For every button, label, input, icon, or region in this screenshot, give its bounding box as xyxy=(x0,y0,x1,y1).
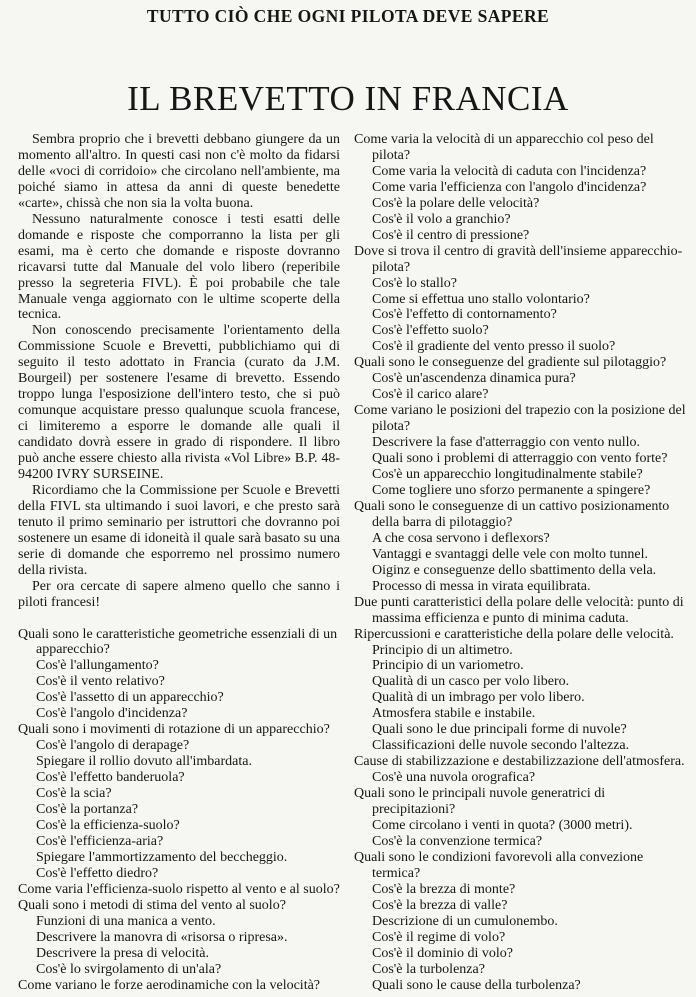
question-item: Cos'è il dominio di volo? xyxy=(372,945,513,961)
question-item: Principio di un variometro. xyxy=(372,658,524,674)
intro-paragraph: Per ora cercate di sapere almeno quello che sanno i piloti francesi! xyxy=(18,578,340,610)
question-item: Come circolano i venti in quota? (3000 metri). xyxy=(372,817,633,833)
question-item: Cos'è un apparecchio longitudinalmente stabile? xyxy=(372,467,643,483)
question-item: Cos'è il vento relativo? xyxy=(36,674,165,690)
paragraph-gap xyxy=(18,611,340,627)
question-item: Due punti caratteristici della polare delle velocità: punto di massima efficienza e punto di minima caduta. xyxy=(354,594,684,626)
question-item: Cos'è l'effetto di contornamento? xyxy=(372,307,557,323)
question-item: A che cosa servono i deflexors? xyxy=(372,530,550,546)
question-item: Cos'è la polare delle velocità? xyxy=(372,195,540,211)
intro-paragraph: Ricordiamo che la Commissione per Scuole e Brevetti della FIVL sta ultimando i suoi lavori, e che presto sarà tenuto il primo seminario per istruttori che dovranno poi sostenere un esame di idoneità il quale sarà basato su una serie di domande che esporremo nel prossimo numero della rivista. xyxy=(18,482,340,578)
question-item: Cos'è la turbolenza? xyxy=(372,961,485,977)
kicker-title: TUTTO CIÒ CHE OGNI PILOTA DEVE SAPERE xyxy=(146,6,550,26)
intro-paragraph: Non conoscendo precisamente l'orientamento della Commissione Scuole e Brevetti, pubblichiamo qui di seguito il testo adottato in Francia (curato da J.M. Bourgeil) per sostenere l'esame di brevetto. Essendo troppo lunga l'esposizione dell'intero testo, che si può comunque acquistare presso qualunque scuola francese, ci limiteremo a esporre le domande alle quali il candidato dovrà essere in grado di rispondere. Il libro può anche essere chiesto alla rivista «Vol Libre» B.P. 48-94200 IVRY SURSEINE. xyxy=(18,323,340,483)
question-item: Principio di un altimetro. xyxy=(372,642,513,658)
question-item: Classificazioni delle nuvole secondo l'altezza. xyxy=(372,738,630,754)
question-item: Descrizione di un cumulonembo. xyxy=(372,913,558,929)
question-item: Cos'è l'angolo d'incidenza? xyxy=(36,706,188,722)
question-item: Quali sono le conseguenze del gradiente sul pilotaggio? xyxy=(354,355,667,371)
question-item: Come togliere uno sforzo permanente a spingere? xyxy=(372,482,651,498)
question-item: Cos'è la convenzione termica? xyxy=(372,833,543,849)
question-item: Quali sono le conseguenze di un cattivo posizionamento della barra di pilotaggio? xyxy=(354,498,670,530)
question-item: Cos'è un'ascendenza dinamica pura? xyxy=(372,371,576,387)
question-list-left xyxy=(18,627,340,994)
question-item: Cos'è il centro di pressione? xyxy=(372,227,530,243)
question-item: Cos'è l'effetto suolo? xyxy=(372,323,489,339)
question-item: Quali sono le caratteristiche geometriche essenziali di un apparecchio? xyxy=(18,626,338,658)
question-item: Cos'è l'effetto banderuola? xyxy=(36,770,185,786)
question-item: Come varia l'efficienza-suolo rispetto al vento e al suolo? xyxy=(18,881,340,897)
question-item: Come varia la velocità di caduta con l'incidenza? xyxy=(372,163,647,179)
question-item: Come si effettua uno stallo volontario? xyxy=(372,291,590,307)
question-item: Quali sono le condizioni favorevoli alla convezione termica? xyxy=(354,849,644,881)
question-item: Spiegare l'ammortizzamento del beccheggio. xyxy=(36,849,288,865)
question-item: Ripercussioni e caratteristiche della polare delle velocità. xyxy=(354,626,674,642)
question-item: Come varia l'efficienza con l'angolo d'incidenza? xyxy=(372,179,647,195)
question-item: Cos'è il regime di volo? xyxy=(372,929,506,945)
question-item: Quali sono le cause della turbolenza? xyxy=(372,977,581,993)
question-item: Processo di messa in virata equilibrata. xyxy=(372,578,591,594)
question-item: Cos'è la scia? xyxy=(36,786,112,802)
question-item: Descrivere la manovra di «risorsa o ripresa». xyxy=(36,929,288,945)
question-item: Spiegare il rollio dovuto all'imbardata. xyxy=(36,754,252,770)
intro-text xyxy=(18,132,340,611)
question-item: Atmosfera stabile e instabile. xyxy=(372,706,536,722)
question-item: Cos'è la brezza di valle? xyxy=(372,897,508,913)
question-item: Vantaggi e svantaggi delle vele con molto tunnel. xyxy=(372,546,649,562)
question-item: Cos'è l'efficienza-aria? xyxy=(36,833,164,849)
question-item: Cos'è l'angolo di derapage? xyxy=(36,738,190,754)
question-item: Cos'è l'allungamento? xyxy=(36,658,159,674)
question-list-right xyxy=(354,132,688,993)
question-item: Cos'è la brezza di monte? xyxy=(372,881,516,897)
question-item: Quali sono i problemi di atterraggio con vento forte? xyxy=(372,451,668,467)
question-item: Qualità di un casco per volo libero. xyxy=(372,674,570,690)
question-item: Descrivere la presa di velocità. xyxy=(36,945,209,961)
question-item: Cos'è il volo a granchio? xyxy=(372,211,511,227)
question-item: Quali sono i movimenti di rotazione di un apparecchio? xyxy=(18,722,330,738)
intro-paragraph: Nessuno naturalmente conosce i testi esatti delle domande e risposte che comporranno la lista per gli esami, ma è certo che domande e risposte dovranno ricavarsi tutte dal Manuale del volo libero (reperibile presso la segreteria FIVL). È poi probabile che tale Manuale venga aggiornato con le ultime scoperte della tecnica. xyxy=(18,211,340,323)
question-item: Dove si trova il centro di gravità dell'insieme apparecchio-pilota? xyxy=(354,243,683,275)
intro-paragraph: Sembra proprio che i brevetti debbano giungere da un momento all'altro. In questi casi non c'è molto da fidarsi delle «voci di corridoio» che circolano nell'ambiente, ma poiché siamo in attesa da anni di queste benedette «carte», chissà che non sia la volta buona. xyxy=(18,132,340,211)
question-item: Oiginz e conseguenze dello sbattimento della vela. xyxy=(372,562,657,578)
question-item: Come varia la velocità di un apparecchio col peso del pilota? xyxy=(354,132,654,163)
question-item: Descrivere la fase d'atterraggio con vento nullo. xyxy=(372,435,641,451)
question-item: Cos'è lo stallo? xyxy=(372,275,457,291)
question-item: Funzioni di una manica a vento. xyxy=(36,913,216,929)
question-item: Cos'è lo svirgolamento di un'ala? xyxy=(36,961,222,977)
question-item: Cause di stabilizzazione e destabilizzazione dell'atmosfera. xyxy=(354,754,685,770)
question-item: Cos'è il gradiente del vento presso il suolo? xyxy=(372,339,616,355)
left-column xyxy=(18,132,340,993)
question-item: Cos'è una nuvola orografica? xyxy=(372,770,536,786)
question-item: Cos'è il carico alare? xyxy=(372,387,489,403)
question-item: Come variano le posizioni del trapezio con la posizione del pilota? xyxy=(354,403,686,435)
question-item: Quali sono le principali nuvole generatrici di precipitazioni? xyxy=(354,786,606,818)
question-item: Cos'è l'effetto diedro? xyxy=(36,865,159,881)
right-column xyxy=(354,132,688,993)
question-item: Cos'è la portanza? xyxy=(36,802,139,818)
question-item: Quali sono le due principali forme di nuvole? xyxy=(372,722,627,738)
question-item: Quali sono i metodi di stima del vento al suolo? xyxy=(18,897,286,913)
question-item: Qualità di un imbrago per volo libero. xyxy=(372,690,585,706)
question-item: Cos'è la efficienza-suolo? xyxy=(36,817,180,833)
question-item: Cos'è l'assetto di un apparecchio? xyxy=(36,690,224,706)
question-item: Come variano le forze aerodinamiche con la velocità? xyxy=(18,977,321,993)
headline: IL BREVETTO IN FRANCIA xyxy=(127,79,569,119)
